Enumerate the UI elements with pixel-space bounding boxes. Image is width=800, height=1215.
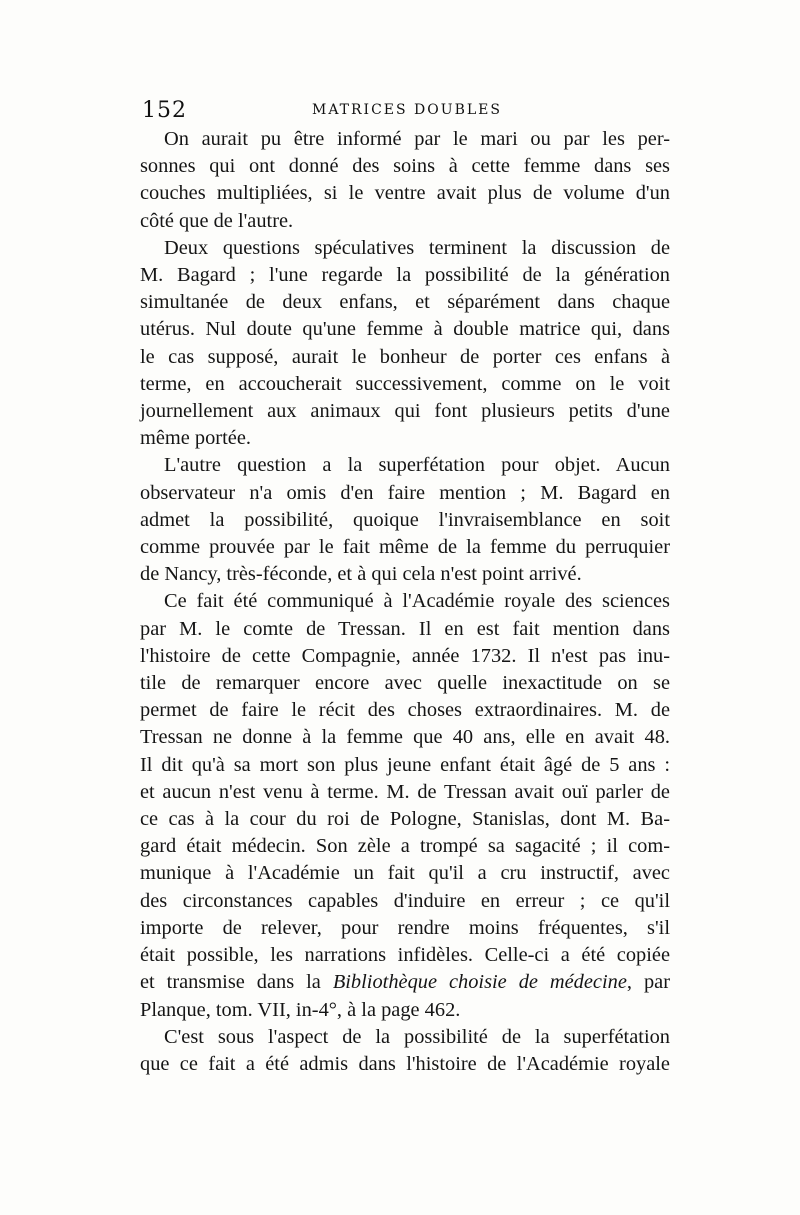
text-fragment: , par bbox=[626, 971, 670, 994]
text-fragment: et transmise dans la bbox=[140, 971, 321, 994]
body-text bbox=[140, 126, 670, 1078]
text-line: côté que de l'autre. bbox=[140, 209, 294, 232]
paragraph-4 bbox=[140, 588, 670, 1023]
text-line: ce cas à la cour du roi de Pologne, Stanislas, dont M. Ba- bbox=[140, 808, 670, 831]
text-line: gard était médecin. Son zèle a trompé sa sagacité ; il com- bbox=[140, 835, 670, 858]
text-line: On aurait pu être informé par le mari ou par les per- bbox=[164, 128, 670, 150]
paragraph-5 bbox=[140, 1024, 670, 1078]
text-line: observateur n'a omis d'en faire mention ; M. Bagard en bbox=[140, 481, 670, 504]
text-line: permet de faire le récit des choses extraordinaires. M. de bbox=[140, 699, 670, 722]
text-line: et aucun n'est venu à terme. M. de Tressan avait ouï parler de bbox=[140, 780, 670, 803]
text-line: admet la possibilité, quoique l'invraisemblance en soit bbox=[140, 508, 670, 531]
text-line: de Nancy, très-féconde, et à qui cela n'est point arrivé. bbox=[140, 563, 582, 586]
text-line: munique à l'Académie un fait qu'il a cru instructif, avec bbox=[140, 862, 670, 885]
text-line: importe de relever, pour rendre moins fréquentes, s'il bbox=[140, 916, 670, 939]
text-line: utérus. Nul doute qu'une femme à double matrice qui, dans bbox=[140, 318, 670, 341]
paragraph-3 bbox=[140, 452, 670, 588]
text-line: M. Bagard ; l'une regarde la possibilité de la génération bbox=[140, 264, 670, 287]
text-line: C'est sous l'aspect de la possibilité de la superfétation bbox=[164, 1025, 670, 1048]
text-line: terme, en accoucherait successivement, comme on le voit bbox=[140, 372, 670, 395]
text-line: couches multipliées, si le ventre avait plus de volume d'un bbox=[140, 182, 670, 205]
text-line: L'autre question a la superfétation pour objet. Aucun bbox=[164, 454, 670, 477]
text-line: Ce fait été communiqué à l'Académie royale des sciences bbox=[164, 590, 670, 613]
book-title: Bibliothèque choisie de médecine bbox=[332, 971, 627, 994]
text-line: comme prouvée par le fait même de la femme du perruquier bbox=[140, 536, 670, 559]
page-header bbox=[142, 96, 668, 126]
text-line: des circonstances capables d'induire en erreur ; ce qu'il bbox=[140, 889, 670, 912]
page-number: 152 bbox=[142, 98, 187, 123]
text-line: Il dit qu'à sa mort son plus jeune enfant était âgé de 5 ans : bbox=[140, 753, 670, 776]
text-line: le cas supposé, aurait le bonheur de porter ces enfans à bbox=[140, 345, 670, 368]
text-line: sonnes qui ont donné des soins à cette femme dans ses bbox=[140, 155, 670, 178]
text-line: que ce fait a été admis dans l'histoire de l'Académie royale bbox=[140, 1052, 670, 1075]
text-line: par M. le comte de Tressan. Il en est fait mention dans bbox=[140, 617, 670, 640]
text-line: même portée. bbox=[140, 427, 251, 450]
text-line: Deux questions spéculatives terminent la discussion de bbox=[164, 236, 670, 259]
text-line: l'histoire de cette Compagnie, année 1732. Il n'est pas inu- bbox=[140, 644, 670, 667]
paragraph-2 bbox=[140, 235, 670, 453]
text-line: simultanée de deux enfans, et séparément dans chaque bbox=[140, 291, 670, 314]
paragraph-1 bbox=[140, 126, 670, 235]
text-line: Planque, tom. VII, in-4°, à la page 462. bbox=[140, 998, 461, 1021]
text-line: Tressan ne donne à la femme que 40 ans, elle en avait 48. bbox=[140, 726, 670, 749]
text-line: tile de remarquer encore avec quelle inexactitude on se bbox=[140, 672, 670, 695]
text-line-with-title bbox=[140, 969, 670, 996]
text-line: était possible, les narrations infidèles. Celle-ci a été copiée bbox=[140, 944, 670, 967]
running-head: MATRICES DOUBLES bbox=[312, 102, 502, 118]
text-line: journellement aux animaux qui font plusieurs petits d'une bbox=[140, 400, 670, 423]
